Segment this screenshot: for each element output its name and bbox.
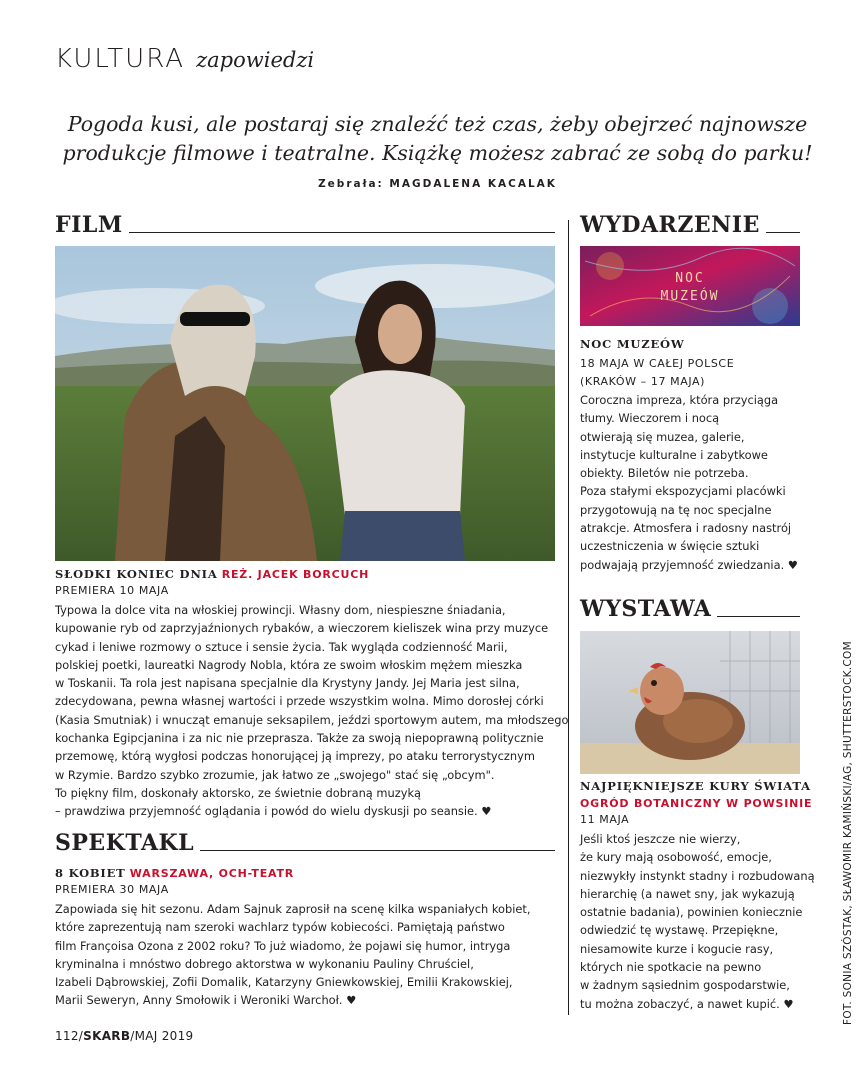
- body-line: hierarchię (a nawet sny, jak wykazują: [580, 886, 795, 901]
- heading-rule: [200, 850, 555, 851]
- section-subtitle: zapowiedzi: [196, 48, 315, 72]
- film-body: [55, 601, 569, 821]
- photo-credit: FOT. SONIA SZÓSTAK, SŁAWOMIR KAMIŃSKI/AG, SHUTTERSTOCK.COM: [842, 641, 854, 1025]
- body-line: cykad i leniwe rozmowy o sztuce i sensie życia. Tak wygląda codzienność Marii,: [55, 639, 508, 654]
- film-premiere: PREMIERA 10 MAJA: [55, 584, 169, 597]
- body-line: Coroczna impreza, która przyciąga: [580, 393, 779, 407]
- wystawa-date: 11 MAJA: [580, 813, 630, 826]
- intro-line: produkcje filmowe i teatralne. Książkę możesz zabrać ze sobą do parku!: [62, 141, 813, 165]
- hen-photo: [580, 631, 800, 774]
- body-line: odwiedzić tę wystawę. Przepiękne,: [580, 923, 779, 938]
- spektakl-heading-text: SPEKTAKL: [55, 830, 195, 856]
- spektakl-premiere: PREMIERA 30 MAJA: [55, 883, 169, 896]
- body-line: ostatnie badania), powinien koniecznie: [580, 905, 803, 920]
- wystawa-venue: OGRÓD BOTANICZNY W POWSINIE: [580, 797, 813, 810]
- body-line: w Toskanii. Ta rola jest napisana specjalnie dla Krystyny Jandy. Jej Maria jest silna,: [55, 676, 520, 691]
- section-header: [55, 44, 314, 74]
- body-line: w Rzymie. Bardzo szybko zrozumie, jak łatwo ze „swojego" stać się „obcym".: [55, 767, 495, 782]
- film-still-illustration: [55, 246, 555, 561]
- poster-text-line: MUZEÓW: [660, 289, 720, 304]
- body-line: uczestniczenia w święcie sztuki: [580, 539, 760, 554]
- spektakl-title: 8 KOBIET: [55, 866, 126, 880]
- wystawa-body: [580, 830, 815, 1013]
- wydarzenie-meta: [580, 355, 734, 391]
- body-line: instytucje kulturalne i zabytkowe: [580, 447, 768, 462]
- body-line: których nie spotkacie na pewno: [580, 960, 762, 975]
- page-footer: [55, 1029, 193, 1043]
- body-line: (Kasia Smutniak) i wnucząt emanuje seksapilem, jeździ sportowym autem, ma młodszego: [55, 712, 569, 727]
- body-line: To piękny film, doskonały aktorsko, ze świetnie dobraną muzyką: [55, 785, 422, 800]
- wystawa-title-line: [580, 779, 811, 793]
- body-line: Marii Seweryn, Anny Smołowik i Weroniki Warchoł. ♥: [55, 993, 357, 1008]
- body-line: Izabeli Dąbrowskiej, Zofii Domalik, Katarzyny Gniewkowskiej, Emilii Krakowskiej,: [55, 975, 513, 990]
- film-still-photo: [55, 246, 555, 561]
- wystawa-heading-text: WYSTAWA: [580, 596, 712, 622]
- spektakl-venue: WARSZAWA, OCH-TEATR: [129, 867, 295, 880]
- body-line: – prawdziwa przyjemność oglądania i powód do wielu dyskusji po seansie. ♥: [55, 804, 492, 819]
- body-line: w żadnym sąsiednim gospodarstwie,: [580, 978, 790, 993]
- spektakl-body: [55, 900, 555, 1010]
- issue-date: /MAJ 2019: [130, 1029, 194, 1043]
- body-line: obiekty. Biletów nie potrzeba.: [580, 466, 749, 481]
- poster-text-line: NOC: [675, 271, 705, 286]
- section-title: KULTURA: [55, 44, 185, 74]
- wydarzenie-title: NOC MUZEÓW: [580, 337, 685, 351]
- body-line: kochanka Egipcjanina i za nic nie przeprasza. Także za swoją niepoprawną politycznie: [55, 731, 544, 746]
- spektakl-heading: [55, 830, 555, 856]
- wystawa-title: NAJPIĘKNIEJSZE KURY ŚWIATA: [580, 779, 811, 793]
- intro-line: Pogoda kusi, ale postaraj się znaleźć też czas, żeby obejrzeć najnowsze: [67, 112, 808, 136]
- body-line: że kury mają osobowość, emocje,: [580, 850, 772, 865]
- body-line: Typowa la dolce vita na włoskiej prowincji. Własny dom, niespieszne śniadania,: [55, 603, 506, 617]
- body-line: polskiej poetki, laureatki Nagrody Nobla, która ze swoim włoskim mężem mieszka: [55, 657, 523, 672]
- body-line: tłumy. Wieczorem i nocą: [580, 411, 720, 426]
- wydarzenie-heading: [580, 212, 800, 238]
- body-line: tu można zobaczyć, a nawet kupić. ♥: [580, 996, 794, 1011]
- body-line: kupowanie ryb od zaprzyjaźnionych rybaków, a wieczorem kieliszek wina przy muzyce: [55, 621, 549, 636]
- body-line: zdecydowana, pewna własnej wartości i przede wszystkim wolna. Mimo dorosłej córki: [55, 694, 544, 709]
- heading-rule: [766, 232, 800, 233]
- body-line: przygotowują na tę noc specjalne: [580, 502, 772, 517]
- body-line: przemowę, którą wygłosi podczas honorującej ją imprezy, po ataku terrorystycznym: [55, 749, 535, 764]
- body-line: otwierają się muzea, galerie,: [580, 429, 745, 444]
- wydarzenie-heading-text: WYDARZENIE: [580, 212, 760, 238]
- body-line: Jeśli ktoś jeszcze nie wierzy,: [580, 832, 741, 846]
- wystawa-venue-line: [580, 796, 812, 810]
- body-line: Zapowiada się hit sezonu. Adam Sajnuk zaprosił na scenę kilka wspaniałych kobiet,: [55, 902, 531, 916]
- wydarzenie-title-line: [580, 337, 685, 351]
- body-line: niezwykły instynkt stadny i rozbudowaną: [580, 868, 815, 883]
- wydarzenie-date-krakow: (KRAKÓW – 17 MAJA): [580, 375, 706, 388]
- body-line: kryminalna i mnóstwo dobrego aktorstwa w wykonaniu Pauliny Chruściel,: [55, 956, 474, 971]
- wydarzenie-body: [580, 391, 805, 574]
- intro-text: [60, 110, 815, 168]
- heading-rule: [129, 232, 555, 233]
- body-line: film Françoisa Ozona z 2002 roku? To już wiadomo, że pojawi się humor, intryga: [55, 938, 511, 953]
- noc-muzeow-poster: [580, 246, 800, 326]
- film-director: REŻ. JACEK BORCUCH: [221, 568, 370, 581]
- body-line: które zaprezentują nam szeroki wachlarz typów kobiecości. Pamiętają państwo: [55, 920, 505, 935]
- film-title: SŁODKI KONIEC DNIA: [55, 567, 218, 581]
- magazine-name: SKARB: [83, 1029, 131, 1043]
- byline: Zebrała: MAGDALENA KACALAK: [318, 178, 557, 190]
- body-line: niesamowite kurze i kogucie rasy,: [580, 941, 774, 956]
- poster-illustration: [580, 246, 800, 326]
- film-heading-text: FILM: [55, 212, 123, 238]
- film-title-line: [55, 567, 369, 581]
- column-divider: [568, 220, 569, 1015]
- hen-illustration: [580, 631, 800, 774]
- body-line: podwajają przyjemność zwiedzania. ♥: [580, 557, 799, 572]
- wydarzenie-date: 18 MAJA W CAŁEJ POLSCE: [580, 357, 735, 370]
- wystawa-heading: [580, 596, 800, 622]
- body-line: Poza stałymi ekspozycjami placówki: [580, 484, 786, 499]
- body-line: atrakcje. Atmosfera i radosny nastrój: [580, 521, 792, 536]
- page-number: 112/: [55, 1029, 84, 1043]
- film-heading: [55, 212, 555, 238]
- spektakl-title-line: [55, 866, 294, 880]
- heading-rule: [717, 616, 800, 617]
